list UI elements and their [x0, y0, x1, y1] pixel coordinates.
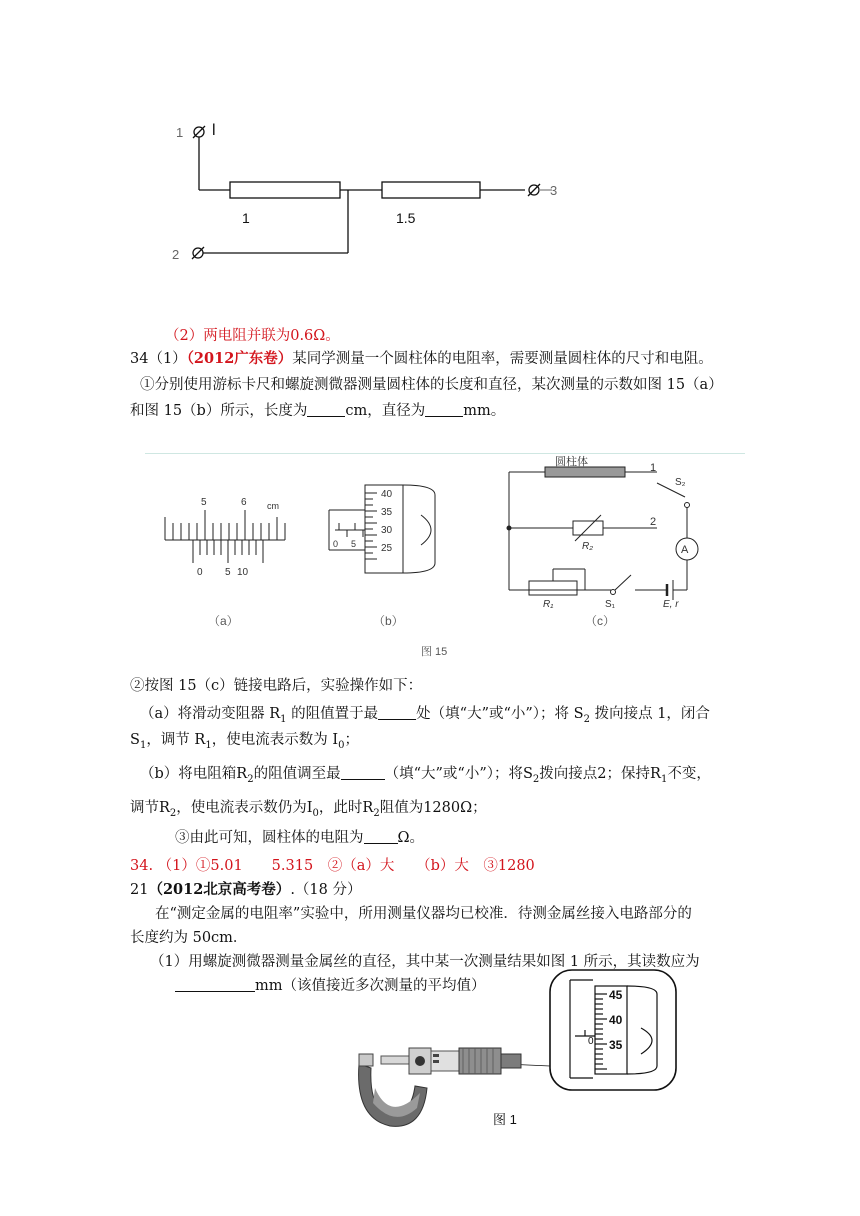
q34-text: （a）将滑动变阻器 R: [140, 706, 281, 722]
inset-tick-45: 45: [609, 988, 623, 1002]
subscript: 1: [660, 773, 668, 785]
q34-stem: 某同学测量一个圆柱体的电阻率，需要测量圆柱体的尺寸和电阻。: [292, 351, 713, 367]
figure-divider: [145, 453, 745, 454]
terminal-1-label: 1: [176, 125, 184, 140]
q21-source: （2012北京高考卷）: [148, 881, 291, 898]
subscript: 2: [169, 807, 177, 819]
q34-text: ，使电流表示数为 I: [211, 732, 339, 748]
subscript: 2: [373, 807, 380, 819]
vernier-tick-5: 5: [225, 567, 231, 578]
q34-text: 处（填“大”或“小”）；将 S: [416, 706, 584, 722]
q34-heading: [130, 349, 713, 369]
q34-text: ③由此可知，圆柱体的电阻为: [175, 830, 364, 846]
q34-text: 的阻值置于最: [286, 706, 379, 722]
q21-line1: 在“测定金属的电阻率”实验中，所用测量仪器均已校准．待测金属丝接入电路部分的: [155, 906, 692, 922]
q21-line2: 长度约为 50cm．: [130, 930, 248, 946]
figure-15-caption: 图 15: [421, 646, 448, 658]
q34-part2-a-line2: [130, 730, 359, 756]
diameter-blank[interactable]: [425, 402, 463, 417]
resistance-blank[interactable]: [364, 829, 398, 844]
node-1-label: 1: [650, 462, 657, 474]
vernier-tick-0: 0: [197, 567, 203, 578]
q21-line3: （1）用螺旋测微器测量金属丝的直径，其中某一次测量结果如图 1 所示，其读数应为: [150, 954, 700, 970]
r1-label: R₁: [543, 599, 554, 610]
vernier-tick-10: 10: [237, 567, 249, 578]
micrometer-b-sleeve-5: 5: [351, 539, 357, 549]
q21-text: mm（该值接近多次测量的平均值）: [255, 978, 486, 994]
diameter-reading-blank[interactable]: [175, 977, 255, 992]
q21-heading: [130, 880, 361, 900]
micrometer-b-tick-40: 40: [381, 489, 393, 500]
subscript: 2: [583, 713, 590, 725]
micrometer-b-tick-35: 35: [381, 507, 393, 518]
subscript: 2: [247, 773, 254, 785]
r2-label: R₂: [582, 541, 594, 552]
vernier-caliper: [165, 510, 285, 563]
q34-text: （填“大”或“小”）；将S: [384, 766, 533, 782]
previous-answer: （2）两电阻并联为0.6Ω。: [165, 328, 340, 344]
r2-setting-blank[interactable]: [341, 765, 385, 780]
terminal-2-label: 2: [172, 247, 180, 262]
battery-label: E, r: [663, 599, 679, 610]
q34-answer: 34. （1）①5.01 5.315 ②（a）大 （b）大 ③1280: [130, 858, 535, 874]
figure-15: [145, 455, 745, 665]
q34-text: 阻值为1280Ω；: [379, 800, 487, 816]
q34-text: ；: [344, 732, 359, 748]
terminal-3-label: 3: [550, 183, 558, 198]
node-2-label: 2: [650, 516, 657, 528]
caliper-tick-5: 5: [201, 497, 207, 508]
q34-number: 34（1）: [130, 351, 187, 367]
inset-sleeve-zero: 0: [588, 1036, 594, 1047]
inset-tick-35: 35: [609, 1038, 623, 1052]
q34-text: cm，直径为: [345, 403, 426, 419]
q34-text: ，使电流表示数仍为I: [176, 800, 313, 816]
s2-label: S₂: [675, 477, 686, 488]
q34-text: 调节R: [130, 800, 170, 816]
q34-text: ，此时R: [318, 800, 374, 816]
figure-c-label: （c）: [585, 614, 616, 628]
q34-text: 不变，: [667, 766, 711, 782]
ammeter-label: A: [681, 544, 689, 556]
resistor-1-label: 1: [242, 210, 250, 226]
resistor-2-label: 1.5: [396, 210, 416, 226]
figure-1: [345, 968, 685, 1133]
q21-number: 21: [130, 882, 149, 898]
terminal-1-mark: l: [212, 122, 216, 139]
q34-part2: ②按图 15（c）链接电路后，实验操作如下：: [130, 678, 423, 694]
subscript: 1: [205, 739, 212, 751]
q34-text: S: [130, 732, 140, 748]
subscript: 1: [139, 739, 147, 751]
q34-part2-b-line2: [130, 798, 487, 824]
top-circuit-diagram: [160, 110, 580, 280]
inset-tick-40: 40: [609, 1013, 623, 1027]
micrometer-b-sleeve-0: 0: [333, 539, 339, 549]
caliper-tick-6: 6: [241, 497, 247, 508]
q34-text: Ω。: [397, 830, 425, 846]
q34-text: 拨向接点2；保持R: [539, 766, 661, 782]
figure-a-label: （a）: [208, 614, 239, 628]
r1-setting-blank[interactable]: [378, 705, 416, 720]
figure-b-label: （b）: [373, 614, 404, 628]
subscript: 0: [312, 807, 319, 819]
q34-text: mm。: [463, 403, 506, 419]
length-blank[interactable]: [307, 402, 345, 417]
q34-part2-b-line1: [140, 764, 711, 790]
figure-1-caption: 图 1: [493, 1112, 517, 1127]
q21-score: .（18 分）: [290, 882, 362, 898]
q34-text: 拨向接点 1，闭合: [589, 706, 710, 722]
caliper-unit: cm: [267, 501, 279, 511]
q34-source: （2012广东卷）: [186, 350, 293, 367]
subscript: 1: [280, 713, 287, 725]
subscript: 2: [532, 773, 540, 785]
q34-text: 的阻值调至最: [253, 766, 341, 782]
cylinder-label: 圆柱体: [555, 456, 588, 468]
micrometer-b-tick-30: 30: [381, 525, 393, 536]
q34-text: （b）将电阻箱R: [140, 766, 248, 782]
q34-part2-a-line1: [140, 704, 710, 730]
q34-part1-line2: [130, 401, 505, 421]
micrometer-b-tick-25: 25: [381, 543, 393, 554]
q34-text: ，调节 R: [146, 732, 206, 748]
s1-label: S₁: [605, 599, 616, 610]
q34-part3: [175, 828, 424, 848]
subscript: 0: [338, 739, 345, 751]
circuit-c: [507, 467, 698, 600]
q34-text: 和图 15（b）所示，长度为: [130, 403, 308, 419]
q34-part1-line1: ①分别使用游标卡尺和螺旋测微器测量圆柱体的长度和直径，某次测量的示数如图 15（a）: [140, 377, 723, 393]
